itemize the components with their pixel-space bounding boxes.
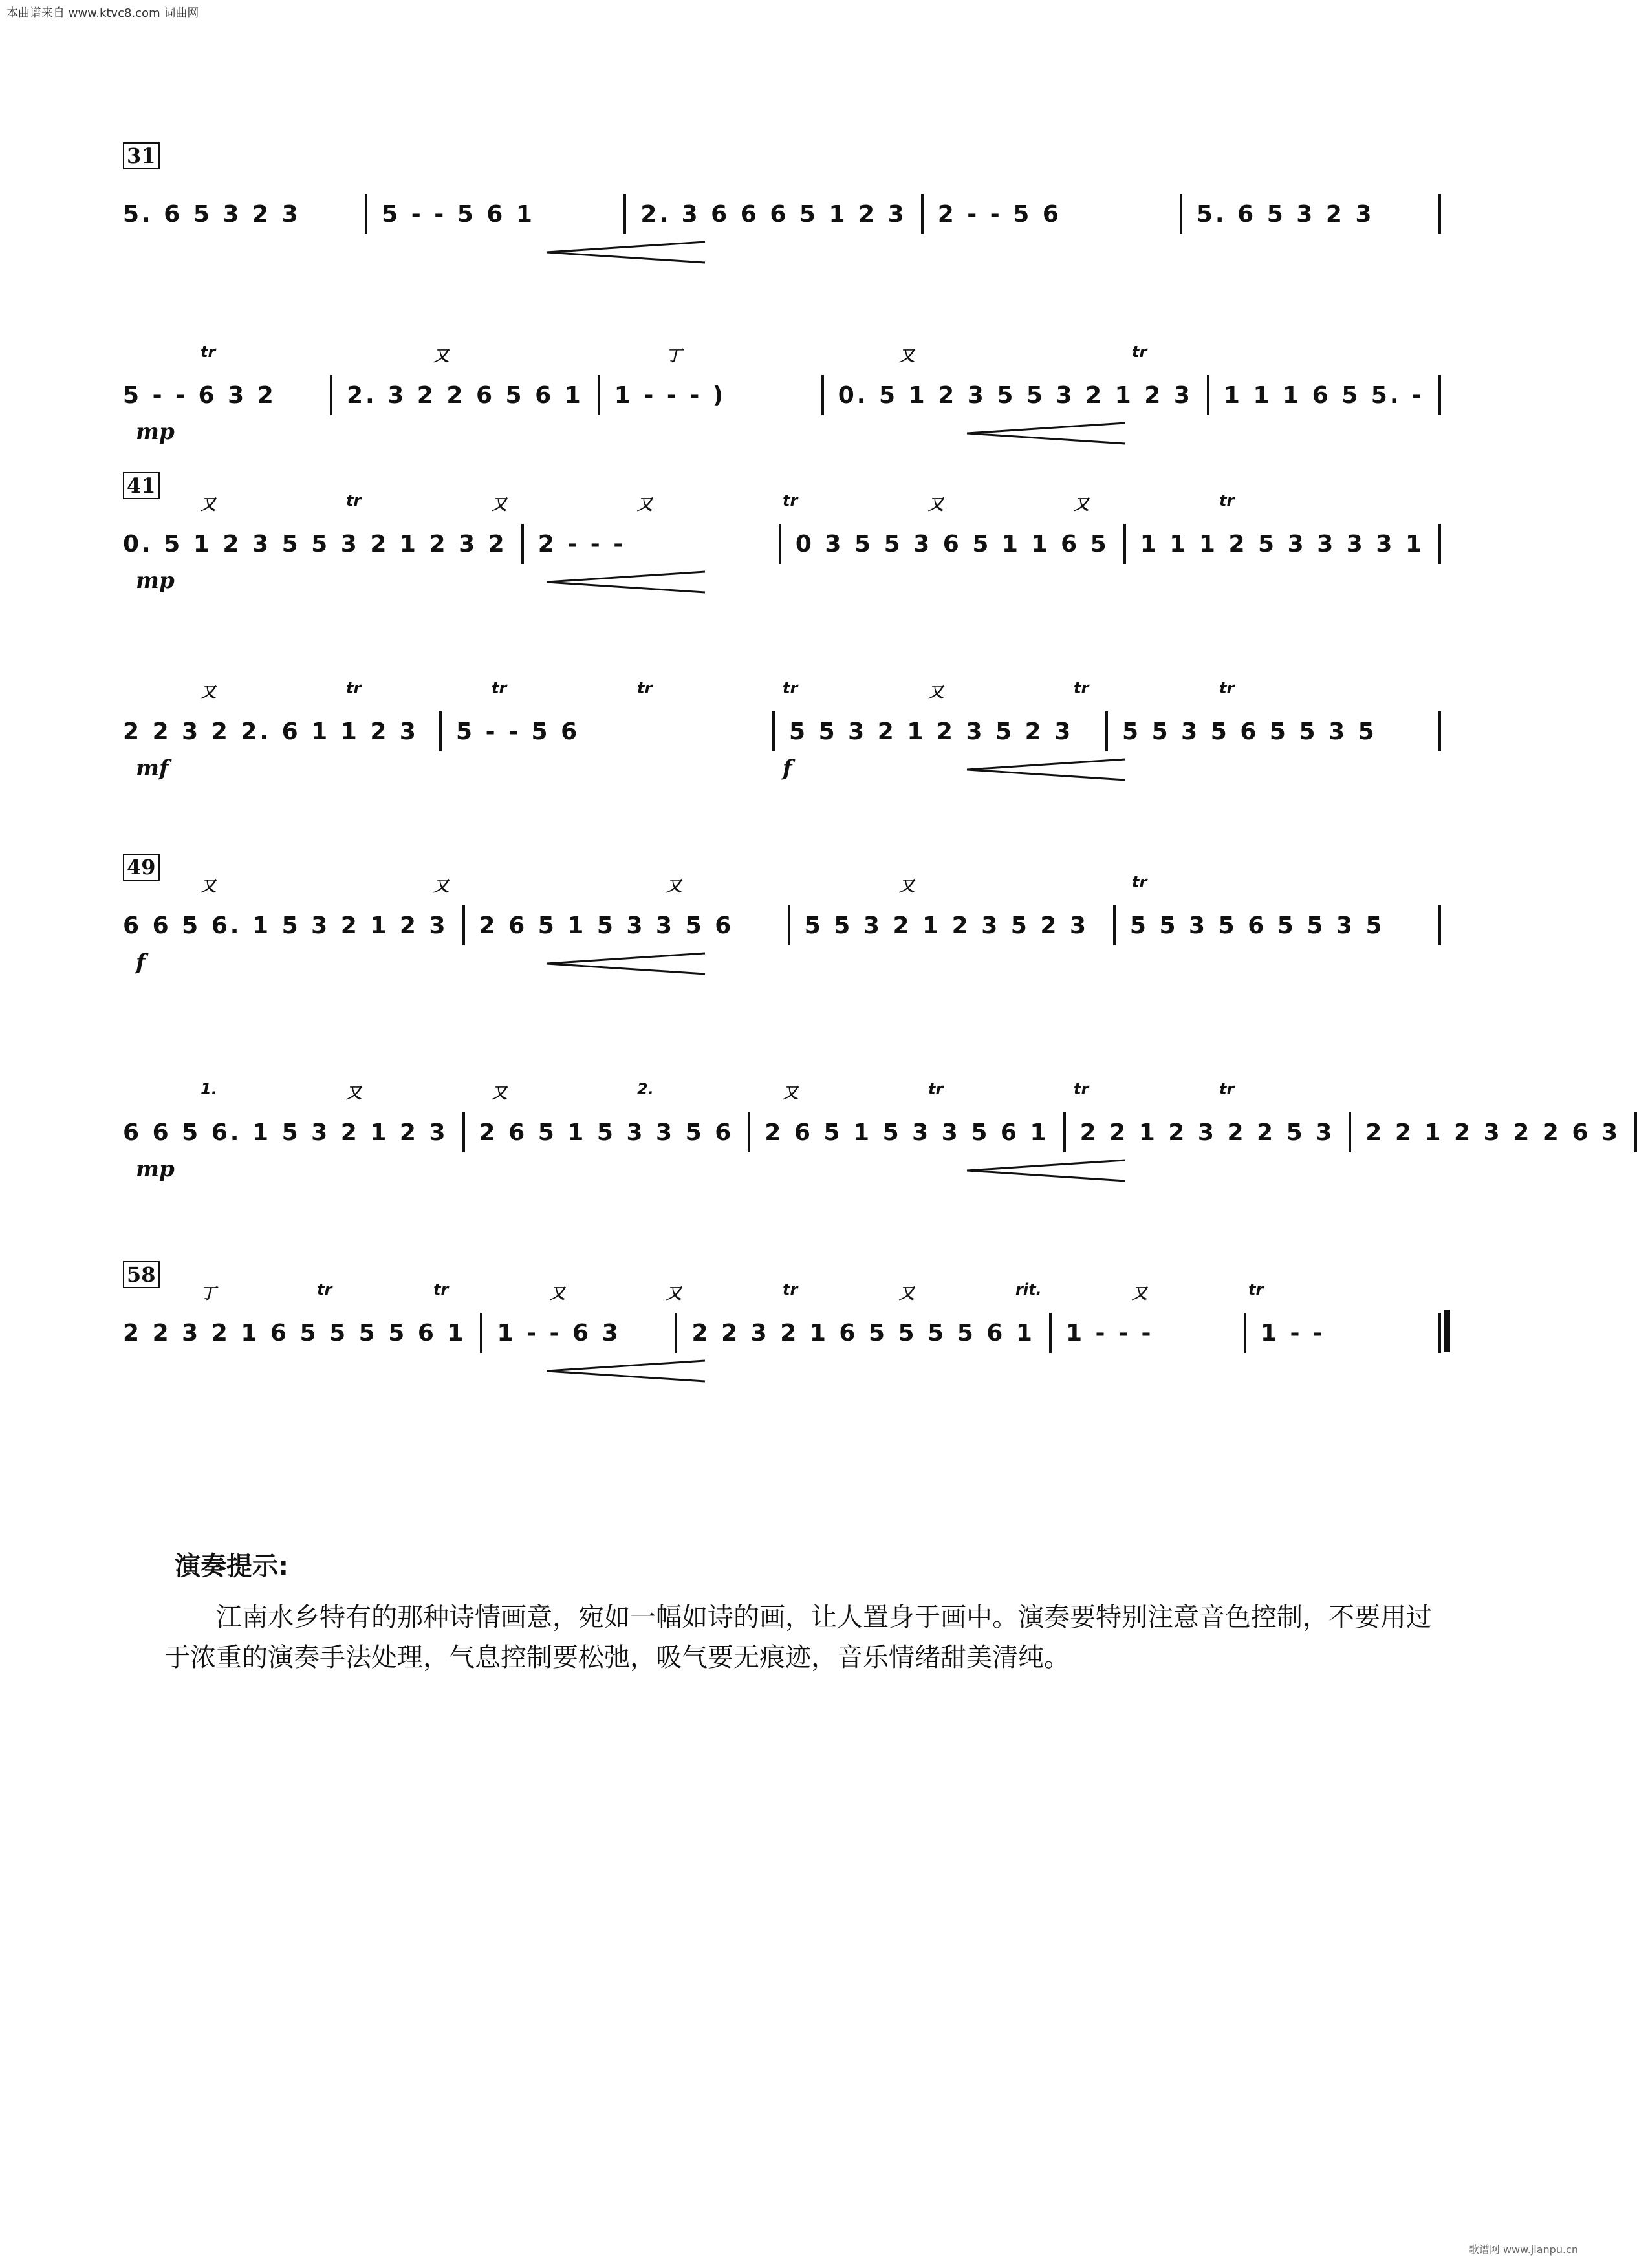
measure: 2. 3 6 6 6 5 1 2 3 [640, 200, 907, 228]
notes-line [123, 191, 1455, 237]
measure: 2 2 3 2 1 6 5 5 5 5 6 1 [123, 1319, 466, 1346]
barline [439, 711, 442, 751]
ornament-mark: tr [1219, 1080, 1235, 1098]
score-system [123, 660, 1455, 802]
measure-number: 58 [123, 1261, 160, 1288]
barline [1438, 905, 1441, 945]
measure: 2 6 5 1 5 3 3 5 6 [479, 1119, 734, 1146]
performance-hint-body: 江南水乡特有的那种诗情画意，宛如一幅如诗的画，让人置身于画中。演奏要特别注意音色控制，不要用过于浓重的演奏手法处理，气息控制要松弛，吸气要无痕迹，音乐情绪甜美清纯。 [164, 1603, 1432, 1672]
measure: 6 6 5 6. 1 5 3 2 1 2 3 [123, 912, 448, 939]
barline [330, 375, 332, 415]
measure: 5. 6 5 3 2 3 [1196, 200, 1374, 228]
hairpin [543, 951, 711, 977]
notes-line [123, 1110, 1620, 1155]
measure: 1 1 1 2 5 3 3 3 3 1 [1140, 530, 1424, 557]
measure-number: 49 [123, 854, 160, 881]
measure: 2 - - 5 6 [937, 200, 1061, 228]
ornament-mark: 又 [346, 1084, 362, 1102]
notes-line [123, 903, 1455, 948]
ornament-mark: 又 [928, 683, 944, 701]
hairpin [964, 1158, 1132, 1183]
measure: 2 - - - [537, 530, 626, 557]
barline [462, 1112, 465, 1152]
ornament-mark: tr [317, 1280, 332, 1299]
barline [1105, 711, 1108, 751]
ornament-mark: rit. [1015, 1280, 1042, 1299]
measure: 2 2 1 2 3 2 2 6 3 [1365, 1119, 1620, 1146]
barline [1349, 1112, 1351, 1152]
score-system [123, 854, 1455, 996]
ornament-mark: tr [783, 1280, 798, 1299]
measure: 5 - - 5 6 1 [382, 200, 535, 228]
ornament-mark: tr [201, 343, 216, 361]
performance-hint-title: 演奏提示: [175, 1551, 288, 1581]
ornament-mark: tr [346, 491, 362, 510]
measure: 5 5 3 5 6 5 5 3 5 [1122, 718, 1377, 745]
ornament-mark: 又 [433, 877, 449, 895]
barline [1634, 1112, 1637, 1152]
ornament-mark: 又 [201, 495, 216, 513]
ornament-mark: 又 [783, 1084, 798, 1102]
ornament-mark: 又 [1074, 495, 1089, 513]
barline [598, 375, 600, 415]
notes-line [123, 709, 1455, 754]
score-system [123, 142, 1455, 285]
barline [521, 524, 524, 564]
ornament-mark: tr [433, 1280, 449, 1299]
measure: 0. 5 1 2 3 5 5 3 2 1 2 3 [838, 382, 1193, 409]
barline [921, 194, 924, 234]
measure: 2 2 3 2 1 6 5 5 5 5 6 1 [691, 1319, 1035, 1346]
ornament-mark: 丁 [666, 347, 682, 365]
measure: 1 - - - [1065, 1319, 1154, 1346]
ornament-mark: 2. [637, 1080, 654, 1098]
measure: 5 5 3 2 1 2 3 5 2 3 [789, 718, 1074, 745]
barline [1438, 711, 1441, 751]
hairpin [543, 239, 711, 265]
measure: 1 - - [1260, 1319, 1325, 1346]
ornament-mark: tr [492, 679, 507, 697]
ornament-mark: tr [1132, 873, 1147, 891]
barline [779, 524, 781, 564]
dynamic-mark: mp [136, 568, 175, 594]
barline [788, 905, 790, 945]
barline [1244, 1313, 1246, 1353]
ornament-mark: tr [637, 679, 653, 697]
score-system [123, 1061, 1620, 1203]
dynamic-mark: mp [136, 1156, 175, 1182]
ornament-mark: 丁 [201, 1284, 216, 1302]
ornament-mark: 又 [201, 877, 216, 895]
measure: 2 2 3 2 2. 6 1 1 2 3 [123, 718, 418, 745]
ornament-mark: tr [1074, 679, 1089, 697]
barline [480, 1313, 482, 1353]
notes-line [123, 1310, 1455, 1355]
dynamic-mark: mp [136, 419, 175, 445]
score-system [123, 323, 1455, 466]
ornament-mark: 1. [201, 1080, 217, 1098]
ornament-marks [123, 873, 1455, 899]
ornament-mark: 又 [666, 877, 682, 895]
ornament-mark: tr [928, 1080, 944, 1098]
measure: 5. 6 5 3 2 3 [123, 200, 301, 228]
ornament-mark: tr [1219, 679, 1235, 697]
measure: 2 6 5 1 5 3 3 5 6 [479, 912, 734, 939]
ornament-marks [123, 1080, 1455, 1106]
barline [1049, 1313, 1052, 1353]
barline [1207, 375, 1209, 415]
hairpin [964, 757, 1132, 783]
ornament-mark: 又 [928, 495, 944, 513]
ornament-marks [123, 162, 1455, 188]
barline [365, 194, 367, 234]
ornament-mark: 又 [899, 877, 915, 895]
barline [772, 711, 775, 751]
barline [675, 1313, 677, 1353]
ornament-mark: 又 [899, 347, 915, 365]
ornament-mark: tr [1219, 491, 1235, 510]
ornament-mark: tr [783, 491, 798, 510]
final-barline [1444, 1310, 1450, 1352]
page-footer: 歌谱网 www.jianpu.cn [1468, 2243, 1578, 2256]
measure: 0. 5 1 2 3 5 5 3 2 1 2 3 2 [123, 530, 507, 557]
dynamic-mark: f [136, 949, 146, 975]
dynamic-mark: f [783, 755, 792, 781]
measure: 2 6 5 1 5 3 3 5 6 1 [764, 1119, 1049, 1146]
ornament-mark: tr [1132, 343, 1147, 361]
measure: 5 - - 6 3 2 [123, 382, 276, 409]
barline [821, 375, 824, 415]
barline [748, 1112, 750, 1152]
ornament-mark: 又 [1132, 1284, 1147, 1302]
ornament-mark: 又 [492, 1084, 507, 1102]
barline [1063, 1112, 1066, 1152]
barline [1113, 905, 1116, 945]
ornament-mark: 又 [201, 683, 216, 701]
measure: 1 - - - ) [614, 382, 726, 409]
hairpin [543, 569, 711, 595]
ornament-mark: tr [1074, 1080, 1089, 1098]
ornament-marks [123, 491, 1455, 517]
dynamic-mark: mf [136, 755, 169, 781]
measure: 0 3 5 5 3 6 5 1 1 6 5 [795, 530, 1109, 557]
measure: 5 5 3 2 1 2 3 5 2 3 [804, 912, 1089, 939]
barline [1438, 375, 1441, 415]
ornament-mark: tr [783, 679, 798, 697]
barline [1180, 194, 1182, 234]
barline [462, 905, 465, 945]
ornament-marks [123, 679, 1455, 705]
ornament-mark: tr [1248, 1280, 1264, 1299]
hairpin [964, 420, 1132, 446]
ornament-mark: 又 [666, 1284, 682, 1302]
measure: 5 - - 5 6 [456, 718, 580, 745]
barline [1438, 1313, 1441, 1353]
page-header: 本曲谱来自 www.ktvc8.com 词曲网 [6, 6, 199, 20]
measure: 5 5 3 5 6 5 5 3 5 [1129, 912, 1385, 939]
ornament-mark: 又 [492, 495, 507, 513]
ornament-mark: 又 [637, 495, 653, 513]
measure: 2. 3 2 2 6 5 6 1 [346, 382, 583, 409]
barline [623, 194, 626, 234]
ornament-mark: tr [346, 679, 362, 697]
ornament-marks [123, 1280, 1455, 1306]
measure-number: 41 [123, 472, 160, 499]
hairpin [543, 1358, 711, 1384]
notes-line [123, 521, 1455, 567]
ornament-mark: 又 [899, 1284, 915, 1302]
ornament-mark: 又 [433, 347, 449, 365]
measure: 6 6 5 6. 1 5 3 2 1 2 3 [123, 1119, 448, 1146]
barline [1438, 524, 1441, 564]
ornament-marks [123, 343, 1455, 369]
measure-number: 31 [123, 142, 160, 169]
measure: 1 - - 6 3 [497, 1319, 621, 1346]
barline [1438, 194, 1441, 234]
score-system [123, 1261, 1455, 1403]
ornament-mark: 又 [550, 1284, 565, 1302]
score-system [123, 472, 1455, 614]
measure: 1 1 1 6 5 5. - [1223, 382, 1424, 409]
notes-line [123, 373, 1455, 418]
barline [1123, 524, 1126, 564]
measure: 2 2 1 2 3 2 2 5 3 [1079, 1119, 1335, 1146]
